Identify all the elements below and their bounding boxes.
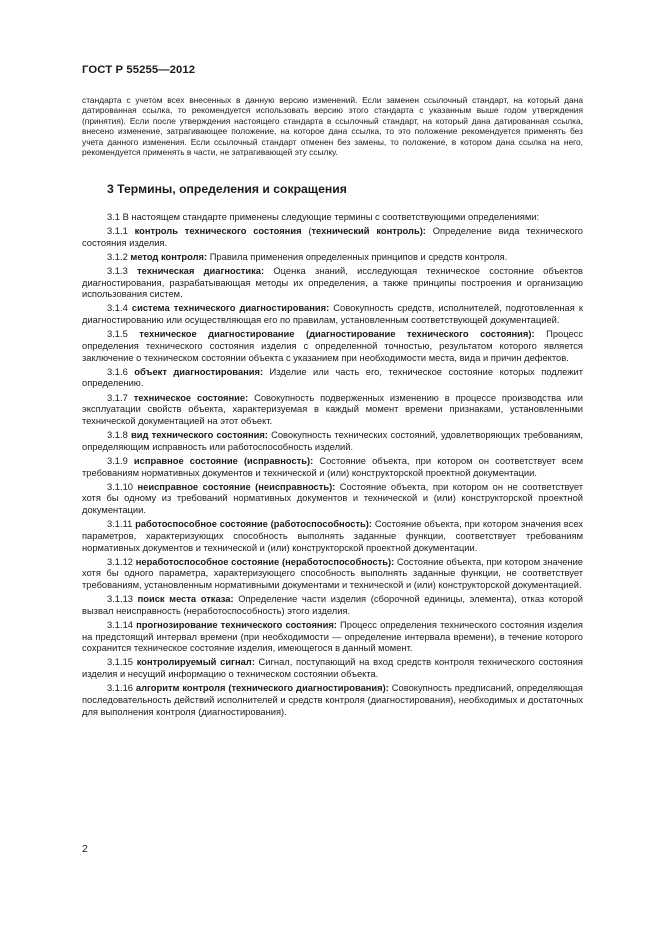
term-number: 3.1.12 <box>107 556 133 567</box>
term-definition: Определение вида технического состояния изделия. <box>82 226 583 248</box>
term-entry <box>82 329 583 364</box>
section-title: 3 Термины, определения и сокращения <box>107 182 347 196</box>
term-entry <box>82 482 583 517</box>
term-entry <box>82 456 583 479</box>
term-number: 3.1.14 <box>107 619 133 630</box>
term-entry <box>82 226 583 249</box>
term-entry <box>82 252 583 264</box>
term-number: 3.1.13 <box>107 594 133 605</box>
term-entry <box>82 367 583 390</box>
term-entry <box>82 266 583 301</box>
term-number: 3.1.5 <box>107 329 128 340</box>
term-name: алгоритм контроля (технического диагностирования): <box>135 683 389 694</box>
terms-body <box>82 212 583 721</box>
term-definition: Оценка знаний, исследующая техническое состояние объектов диагностирования, разрабатывающая методы их определения, а также принципы построения и организацию использования систем. <box>82 265 583 300</box>
term-definition: Совокупность средств, исполнителей, подготовленная к диагностированию или осуществляющая его по правилам, установленным соответствующей документацией. <box>82 303 583 326</box>
term-name: неисправное состояние (неисправность): <box>137 481 336 492</box>
term-number: 3.1.7 <box>107 392 128 403</box>
term-definition: Сигнал, поступающий на вход средств контроля технического состояния изделия и несущий информацию о техническом состоянии объекта. <box>82 657 583 680</box>
term-number: 3.1.4 <box>107 303 128 314</box>
term-definition: Определение части изделия (сборочной единицы, элемента), отказ которой вызвал неисправность (неработоспособность) этого изделия. <box>82 594 583 616</box>
page-number: 2 <box>82 843 88 855</box>
term-entry <box>82 620 583 655</box>
terms-list <box>82 226 583 718</box>
term-name: вид технического состояния: <box>131 430 268 441</box>
intro-paragraph: стандарта с учетом всех внесенных в данную версию изменений. Если заменен ссылочный стандарт, на который дана датированная ссылка, то рекомендуется использовать версию этого стандарта с указанным выше годом утверждения (принятия). Если после утверждения настоящего стандарта в ссылочный стандарт, на который дана датированная ссылка, внесено изменение, затрагивающее положение, на которое дана ссылка, то это положение рекомендуется применять без учета данного изменения. Если ссылочный стандарт отменен без замены, то положение, в котором дана ссылка на него, рекомендуется применять в части, не затрагивающей эту ссылку. <box>82 95 583 158</box>
term-entry <box>82 303 583 326</box>
term-name: контроль технического состояния <box>134 226 302 237</box>
term-definition: Совокупность предписаний, определяющая последовательность действий исполнителей и средств контроля (диагностирования), необходимых и достаточных для выполнения контроля (диагностирования). <box>82 683 583 717</box>
term-entry <box>82 519 583 554</box>
term-entry <box>82 683 583 718</box>
term-name: техническое диагностирование (диагностирование технического состояния): <box>139 329 535 340</box>
term-number: 3.1.2 <box>107 251 128 262</box>
term-definition: Совокупность технических состояний, удовлетворяющих требованиям, определяющим исправность или работоспособность изделий. <box>82 430 583 452</box>
term-definition: Состояние объекта, при котором он соответствует всем требованиям нормативных документов и технической и (или) конструкторской проектной документации. <box>82 455 583 478</box>
term-name: техническое состояние: <box>133 392 249 403</box>
term-number: 3.1.15 <box>107 657 133 668</box>
term-number: 3.1.8 <box>107 430 128 441</box>
term-definition: Процесс определения технического состояния изделия на предстоящий интервал времени (при необходимости — определение интервала времени), в течение которого сохранится техническое состояние изделия, имеющегося в данный момент. <box>82 619 583 654</box>
term-name: метод контроля: <box>130 251 208 262</box>
term-entry <box>82 657 583 680</box>
term-definition: Изделие или часть его, техническое состояние которых подлежит определению. <box>82 366 583 389</box>
term-definition: Состояние объекта, при котором значения всех параметров, характеризующих способность выполнять заданные функции, соответствует требованиям нормативных документов и технической и (или) конструкторской проектной документации. <box>82 519 583 553</box>
term-separator: ( <box>301 226 312 237</box>
term-definition: Правила применения определенных принципов и средств контроля. <box>207 251 508 262</box>
term-entry <box>82 393 583 428</box>
term-definition: Состояние объекта, при котором значение хотя бы одного параметра, характеризующего способность выполнять заданные функции, не соответствует требованиям, установленным нормативными документами и технической и (или) конструкторской документацией. <box>82 556 583 591</box>
lead-paragraph: 3.1 В настоящем стандарте применены следующие термины с соответствующими определениями: <box>107 212 540 222</box>
term-name: контролируемый сигнал: <box>136 657 255 668</box>
term-definition: Процесс определения технического состояния изделия с определенной точностью, результатом которого является заключение о техническом состоянии объекта с указанием при необходимости места, вида и причин дефектов. <box>82 329 583 363</box>
term-entry <box>82 557 583 592</box>
term-name-alt: технический контроль): <box>311 226 426 237</box>
term-number: 3.1.3 <box>107 265 128 276</box>
term-name: объект диагностирования: <box>134 366 264 377</box>
term-name: поиск места отказа: <box>137 594 234 605</box>
term-number: 3.1.16 <box>107 683 133 694</box>
term-name: прогнозирование технического состояния: <box>136 619 337 630</box>
term-name: работоспособное состояние (работоспособность): <box>135 519 373 530</box>
term-number: 3.1.9 <box>107 455 128 466</box>
term-entry <box>82 594 583 617</box>
term-number: 3.1.6 <box>107 366 128 377</box>
term-number: 3.1.1 <box>107 226 128 237</box>
term-definition: Состояние объекта, при котором он не соответствует хотя бы одному из требований нормативных документов и технической и (или) конструкторской проектной документации. <box>82 481 583 516</box>
term-name: техническая диагностика: <box>137 265 265 276</box>
term-name: система технического диагностирования: <box>131 303 330 314</box>
term-definition: Совокупность подверженных изменению в процессе производства или эксплуатации свойств объекта, характеризуемая в каждый момент времени признаками, установленными технической документацией на этот объект. <box>82 392 583 426</box>
standard-header: ГОСТ Р 55255—2012 <box>82 64 196 76</box>
term-name: неработоспособное состояние (неработоспособность): <box>135 556 395 567</box>
term-number: 3.1.10 <box>107 481 133 492</box>
term-number: 3.1.11 <box>107 519 133 530</box>
term-name: исправное состояние (исправность): <box>133 455 314 466</box>
term-entry <box>82 430 583 453</box>
